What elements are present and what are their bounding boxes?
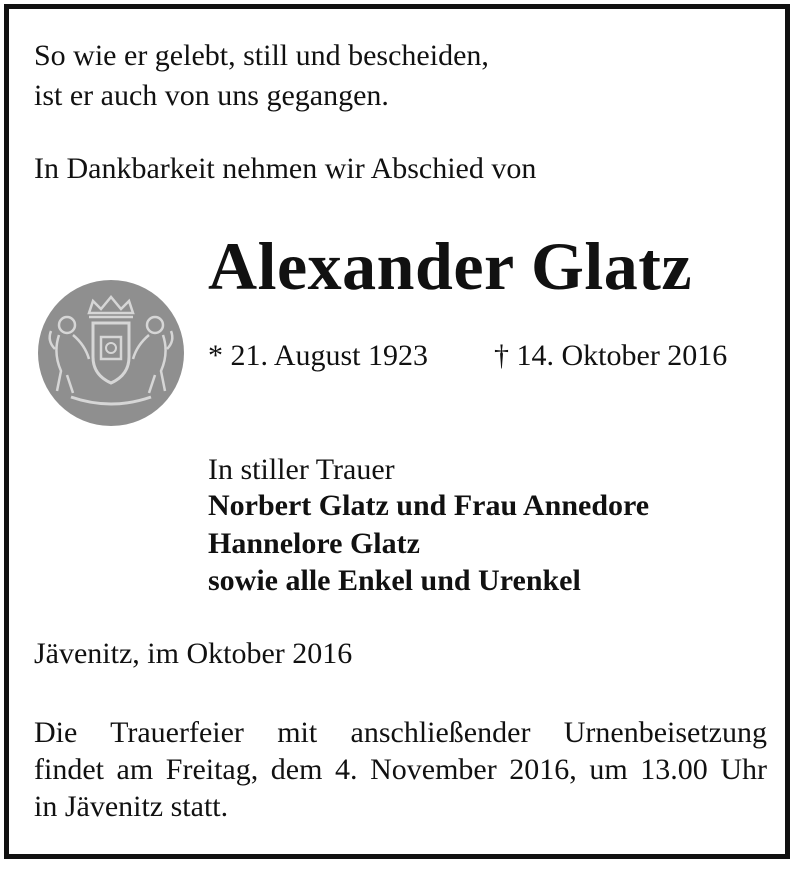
deceased-name: Alexander Glatz	[208, 228, 693, 304]
mourner-line-3: sowie alle Enkel und Urenkel	[208, 564, 581, 597]
funeral-line-1: Die Trauerfeier mit anschließender Urnenbeisetzung	[34, 716, 767, 749]
coat-of-arms-icon	[37, 279, 185, 427]
mourners-heading: In stiller Trauer	[208, 453, 395, 486]
funeral-info	[34, 715, 767, 825]
place-date: Jävenitz, im Oktober 2016	[34, 637, 353, 670]
mourner-line-1: Norbert Glatz und Frau Annedore	[208, 489, 650, 522]
funeral-line-3: in Jävenitz statt.	[34, 790, 229, 823]
birth-date: * 21. August 1923	[208, 339, 429, 372]
funeral-line-2: findet am Freitag, dem 4. November 2016, um 13.00 Uhr	[34, 753, 767, 786]
verse-line-2: ist er auch von uns gegangen.	[34, 79, 389, 112]
verse-line-1: So wie er gelebt, still und bescheiden,	[34, 39, 489, 72]
mourner-line-2: Hannelore Glatz	[208, 527, 420, 560]
intro-text: In Dankbarkeit nehmen wir Abschied von	[34, 152, 537, 185]
death-date: † 14. Oktober 2016	[494, 339, 728, 372]
